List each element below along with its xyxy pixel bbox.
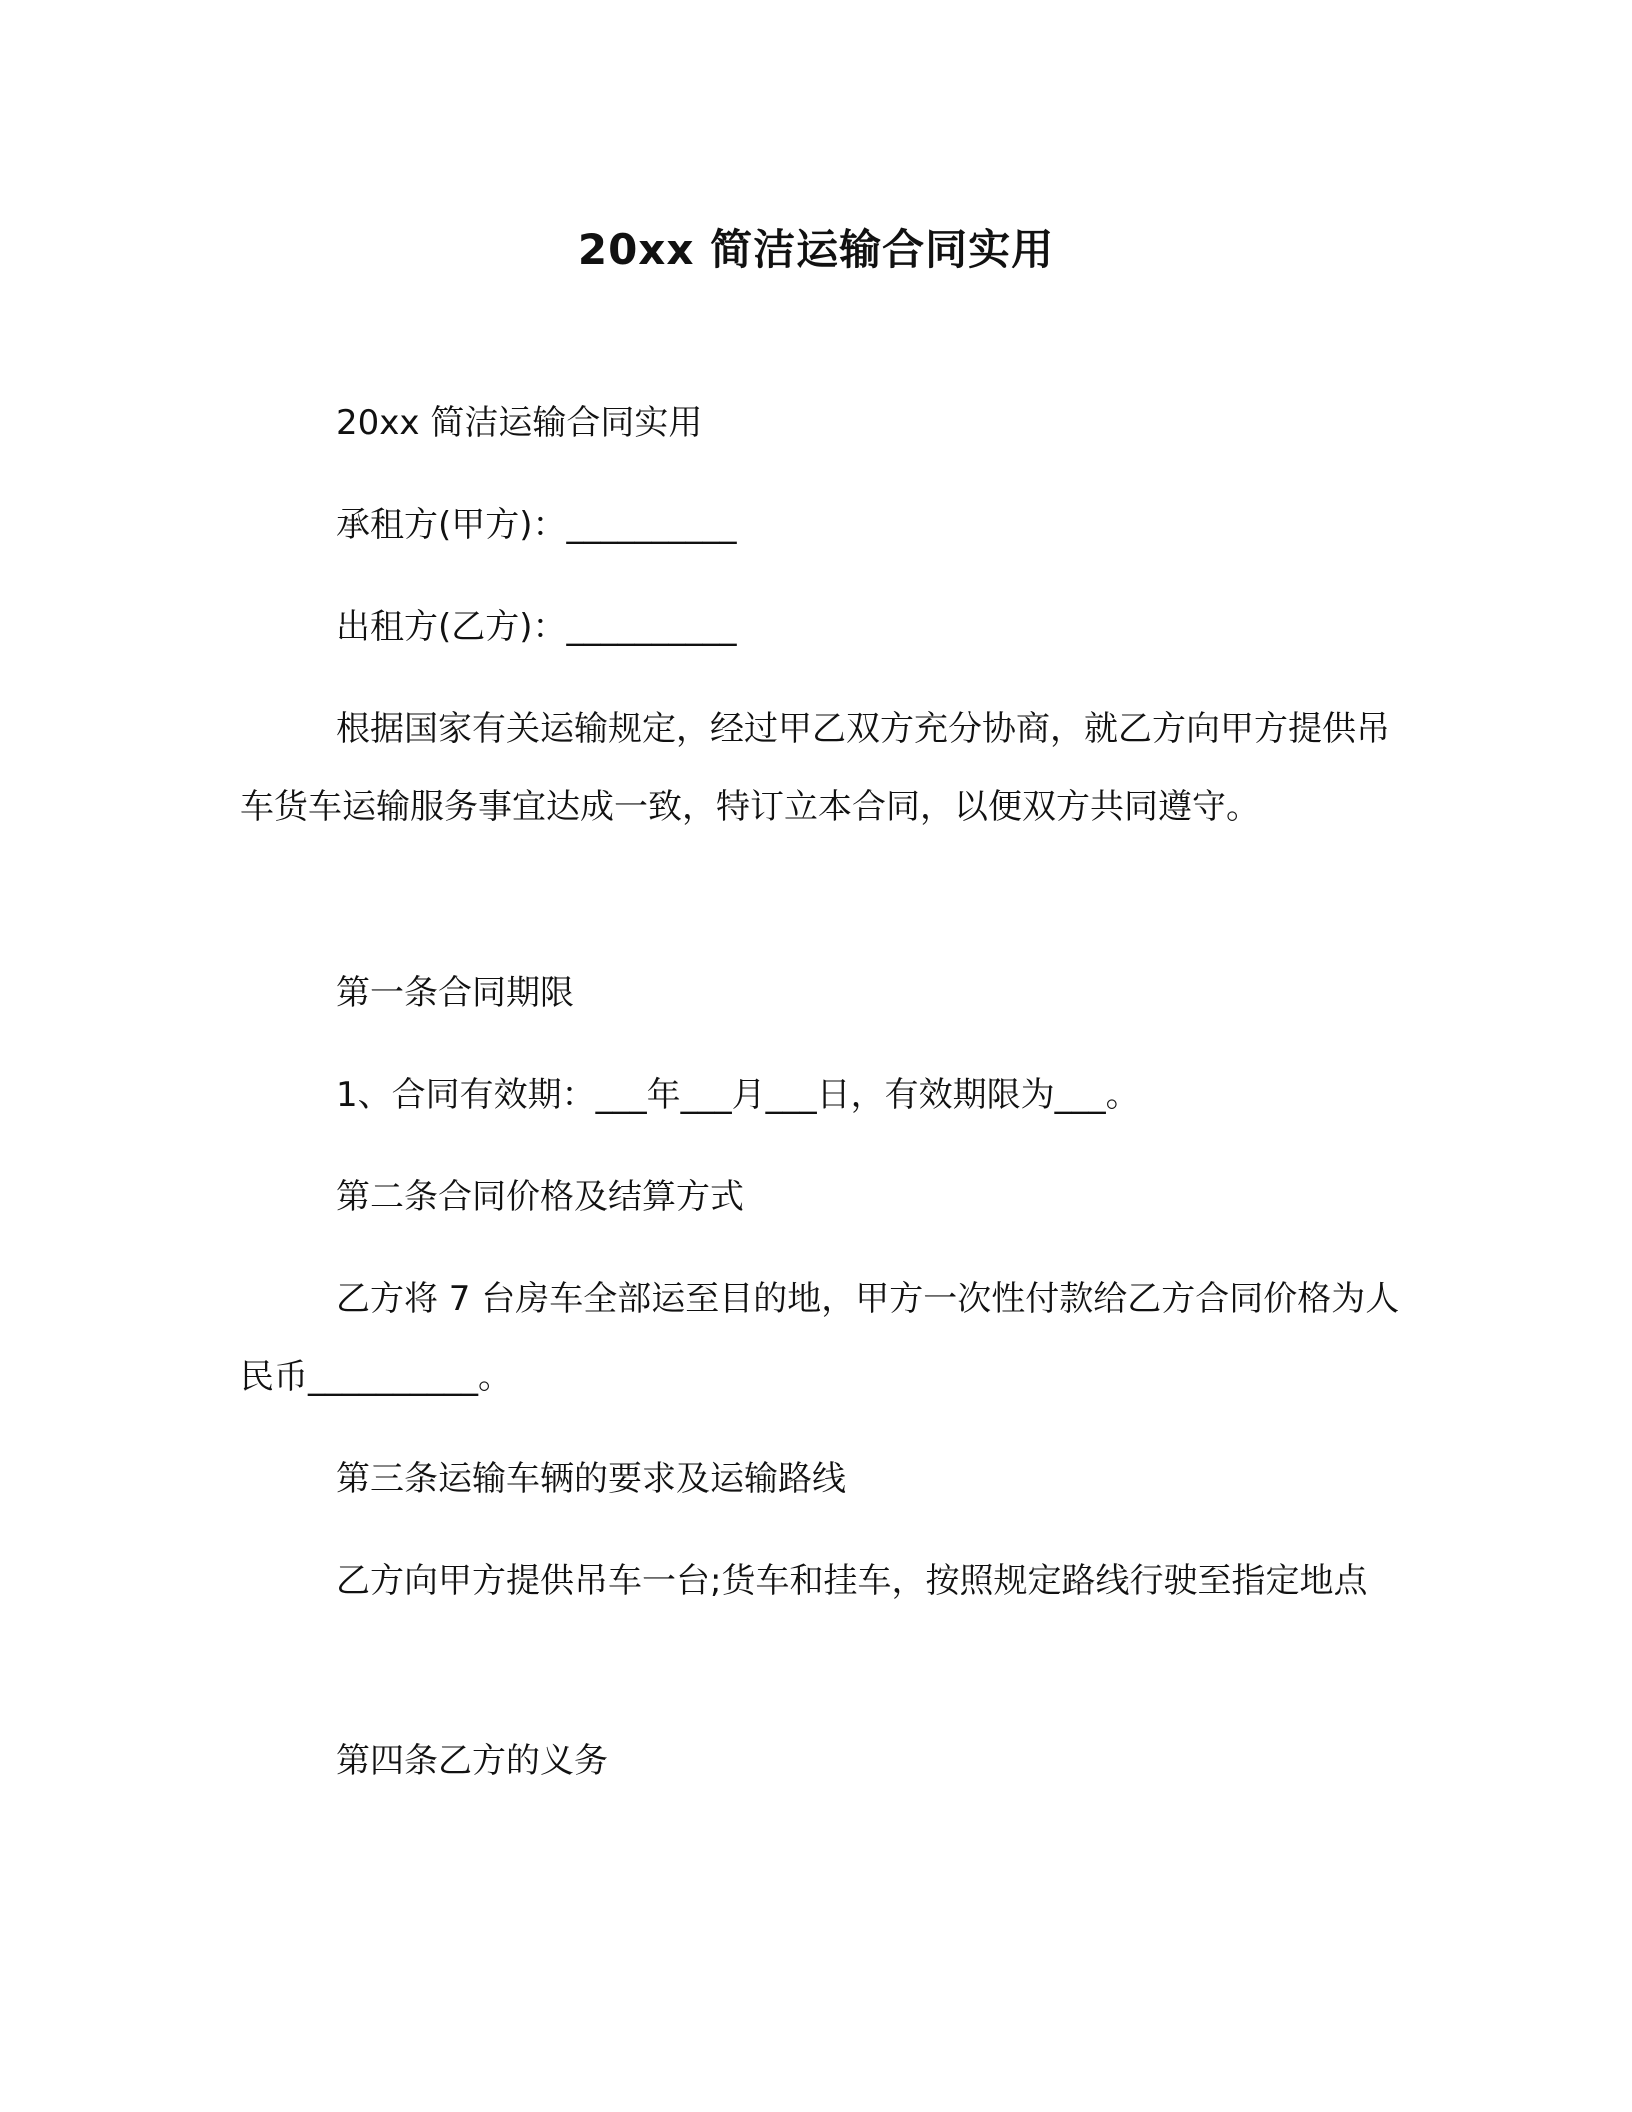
document-title: 20xx 简洁运输合同实用 — [577, 225, 1055, 274]
document-subtitle: 20xx 简洁运输合同实用 — [336, 403, 703, 443]
party-a-line: 承租方(甲方)：__________ — [336, 505, 737, 545]
party-b-line: 出租方(乙方)：__________ — [336, 607, 737, 647]
article-4-heading: 第四条乙方的义务 — [336, 1741, 608, 1781]
preamble-paragraph: 根据国家有关运输规定，经过甲乙双方充分协商，就乙方向甲方提供吊车货车运输服务事宜达成一致，特订立本合同，以便双方共同遵守。 — [240, 709, 1390, 827]
article-2-body: 乙方将 7 台房车全部运至目的地，甲方一次性付款给乙方合同价格为人民币__________。 — [240, 1279, 1400, 1397]
article-1-heading: 第一条合同期限 — [336, 973, 574, 1013]
article-2-heading: 第二条合同价格及结算方式 — [336, 1177, 744, 1217]
article-3-body: 乙方向甲方提供吊车一台;货车和挂车，按照规定路线行驶至指定地点 — [336, 1561, 1368, 1601]
article-3-heading: 第三条运输车辆的要求及运输路线 — [336, 1459, 846, 1499]
article-1-item-1: 1、合同有效期：___年___月___日，有效期限为___。 — [336, 1075, 1140, 1115]
